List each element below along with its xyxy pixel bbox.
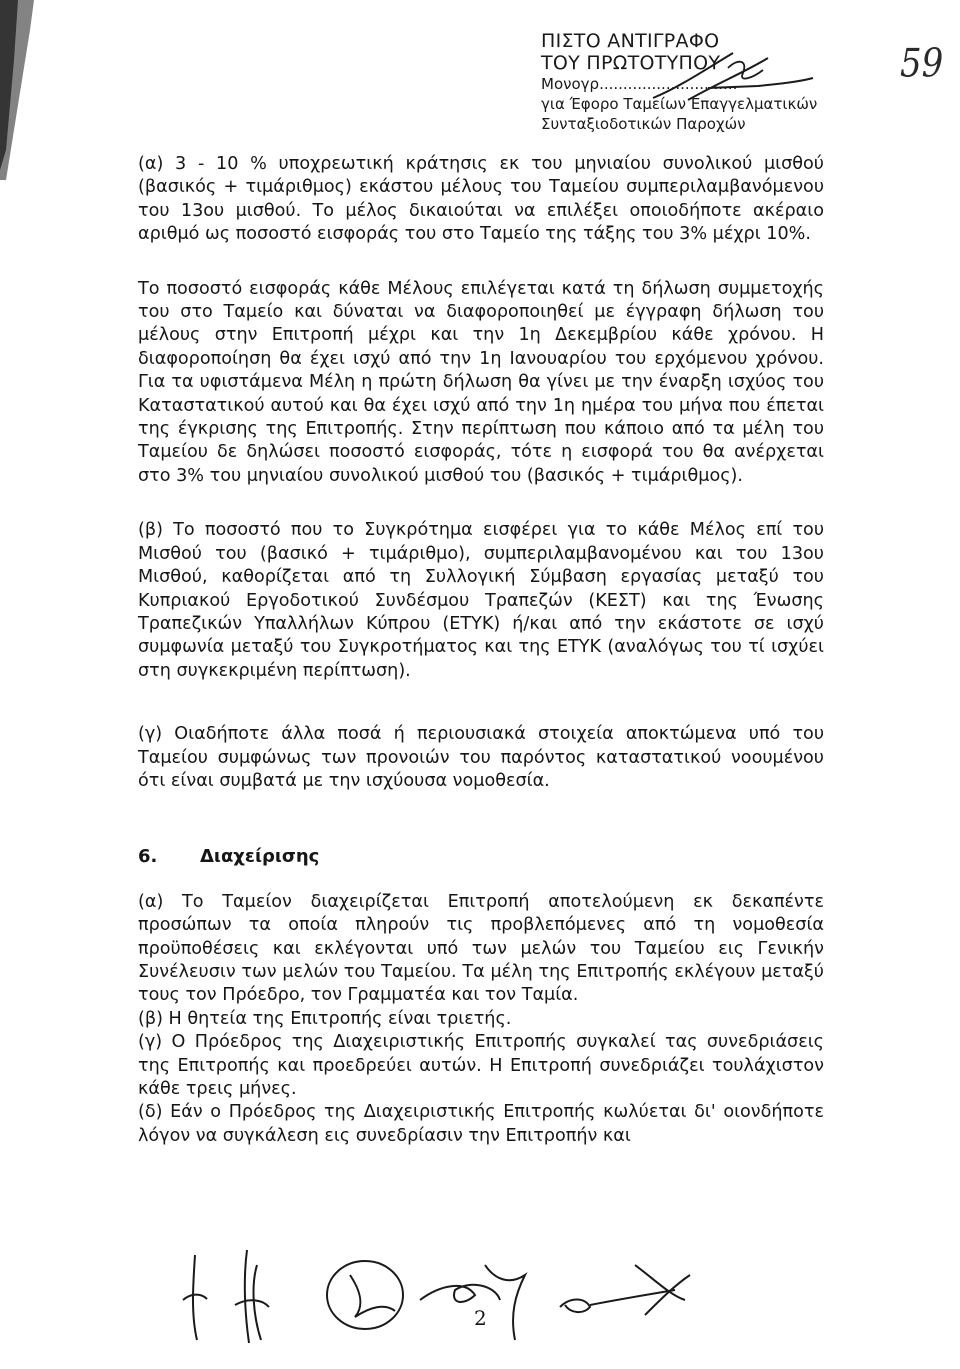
section-number: 6. bbox=[138, 846, 158, 868]
stamp-line-2: ΤΟΥ ΠΡΩΤΟΤΥΠΟΥ bbox=[541, 52, 721, 74]
signatures-icon bbox=[165, 1245, 725, 1345]
section-paragraph-a: (α) Το Ταμείον διαχειρίζεται Επιτροπή αποτελούμενη εκ δεκαπέντε προσώπων τα οποία πληρούν τις προβλεπόμενες από τη νομοθεσία προϋποθέσεις και εκλέγονται υπό των μελών του Ταμείου εις Γενικήν Συνέλευσιν των μελών του Ταμείου. Τα μέλη της Επιτροπής εκλέγουν μεταξύ τους τον Πρόεδρο, τον Γραμματέα και τον Ταμία. bbox=[138, 891, 824, 1006]
section-paragraph-d: (δ) Εάν ο Πρόεδρος της Διαχειριστικής Επιτροπής κωλύεται δι' οιονδήποτε λόγον να συγκάλεση εις συνεδρίασιν την Επιτροπήν και bbox=[138, 1102, 824, 1146]
scan-edge-shadow bbox=[0, 0, 60, 180]
section-paragraph-c: (γ) Ο Πρόεδρος της Διαχειριστικής Επιτροπής συγκαλεί τας συνεδριάσεις της Επιτροπής και προεδρεύει αυτών. Η Επιτροπή συνεδριάζει τουλάχιστον κάθε τρεις μήνες. bbox=[138, 1032, 824, 1099]
stamp-line-4: για Έφορο Ταμείων Επαγγελματικών bbox=[541, 95, 818, 113]
document-body bbox=[138, 153, 824, 1148]
section-heading bbox=[138, 845, 824, 868]
paragraph-contribution-rate: Το ποσοστό εισφοράς κάθε Μέλους επιλέγεται κατά τη δήλωση συμμετοχής του στο Ταμείο και δύναται να διαφοροποιηθεί με έγγραφη δήλωση του μέλους στην Επιτροπή μέχρι και την 1η Δεκεμβρίου κάθε χρόνου. Η διαφοροποίηση θα έχει ισχύ από την 1η Ιανουαρίου του ερχόμενου χρόνου. Για τα υφιστάμενα Μέλη η πρώτη δήλωση θα γίνει με την έναρξη ισχύος του Καταστατικού αυτού και θα έχει ισχύ από την 1η ημέρα του μήνα που έπεται της έγκρισης της Επιτροπής. Στην περίπτωση που κάποιο από τα μέλη του Ταμείου δε δηλώσει ποσοστό εισφοράς, τότε η εισφορά του θα ανέρχεται στο 3% του μηνιαίου συνολικού μισθού του (βασικός + τιμάριθμος). bbox=[138, 278, 824, 486]
paragraph-c-other-assets: (γ) Οιαδήποτε άλλα ποσά ή περιουσιακά στοιχεία αποκτώμενα υπό του Ταμείου συμφώνως των προνοιών του παρόντος καταστατικού νοουμένου ότι είναι συμβατά με την ισχύουσα νομοθεσία. bbox=[138, 724, 824, 791]
stamp-line-1: ΠΙΣΤΟ ΑΝΤΙΓΡΑΦΟ bbox=[541, 30, 720, 52]
section-title: Διαχείρισης bbox=[200, 846, 320, 868]
stamp-signature-icon bbox=[648, 48, 818, 108]
stamp-line-5: Συνταξιοδοτικών Παροχών bbox=[541, 115, 746, 133]
stamp-line-3: Μονογρ............................. bbox=[541, 75, 738, 93]
paragraph-a-contribution: (α) 3 - 10 % υποχρεωτική κράτησις εκ του μηνιαίου συνολικού μισθού (βασικός + τιμάριθμος) εκάστου μέλους του Ταμείου συμπεριλαμβανόμενου του 13ου μισθού. Το μέλος δικαιούται να επιλέξει οποιοδήποτε ακέραιο αριθμό ως ποσοστό εισφοράς του στο Ταμείο της τάξης του 3% μέχρι 10%. bbox=[138, 154, 824, 245]
page-mark: 59 bbox=[900, 41, 944, 87]
section-paragraph-b: (β) Η θητεία της Επιτροπής είναι τριετής. bbox=[138, 1008, 512, 1029]
page-number: 2 bbox=[474, 1306, 487, 1330]
paragraph-b-group-contribution: (β) Το ποσοστό που το Συγκρότημα εισφέρει για το κάθε Μέλος επί του Μισθού του (βασικό + τιμάριθμο), συμπεριλαμβανομένου και του 13ου Μισθού, καθορίζεται από τη Συλλογική Σύμβαση εργασίας μεταξύ του Κυπριακού Εργοδοτικού Συνδέσμου Τραπεζών (ΚΕΣΤ) και της Ένωσης Τραπεζικών Υπαλλήλων Κύπρου (ΕΤΥΚ) ή/και από την εκάστοτε σε ισχύ συμφωνία μεταξύ του Συγκροτήματος και της ΕΤΥΚ (αναλόγως του τί ισχύει στη συγκεκριμένη περίπτωση). bbox=[138, 520, 824, 681]
